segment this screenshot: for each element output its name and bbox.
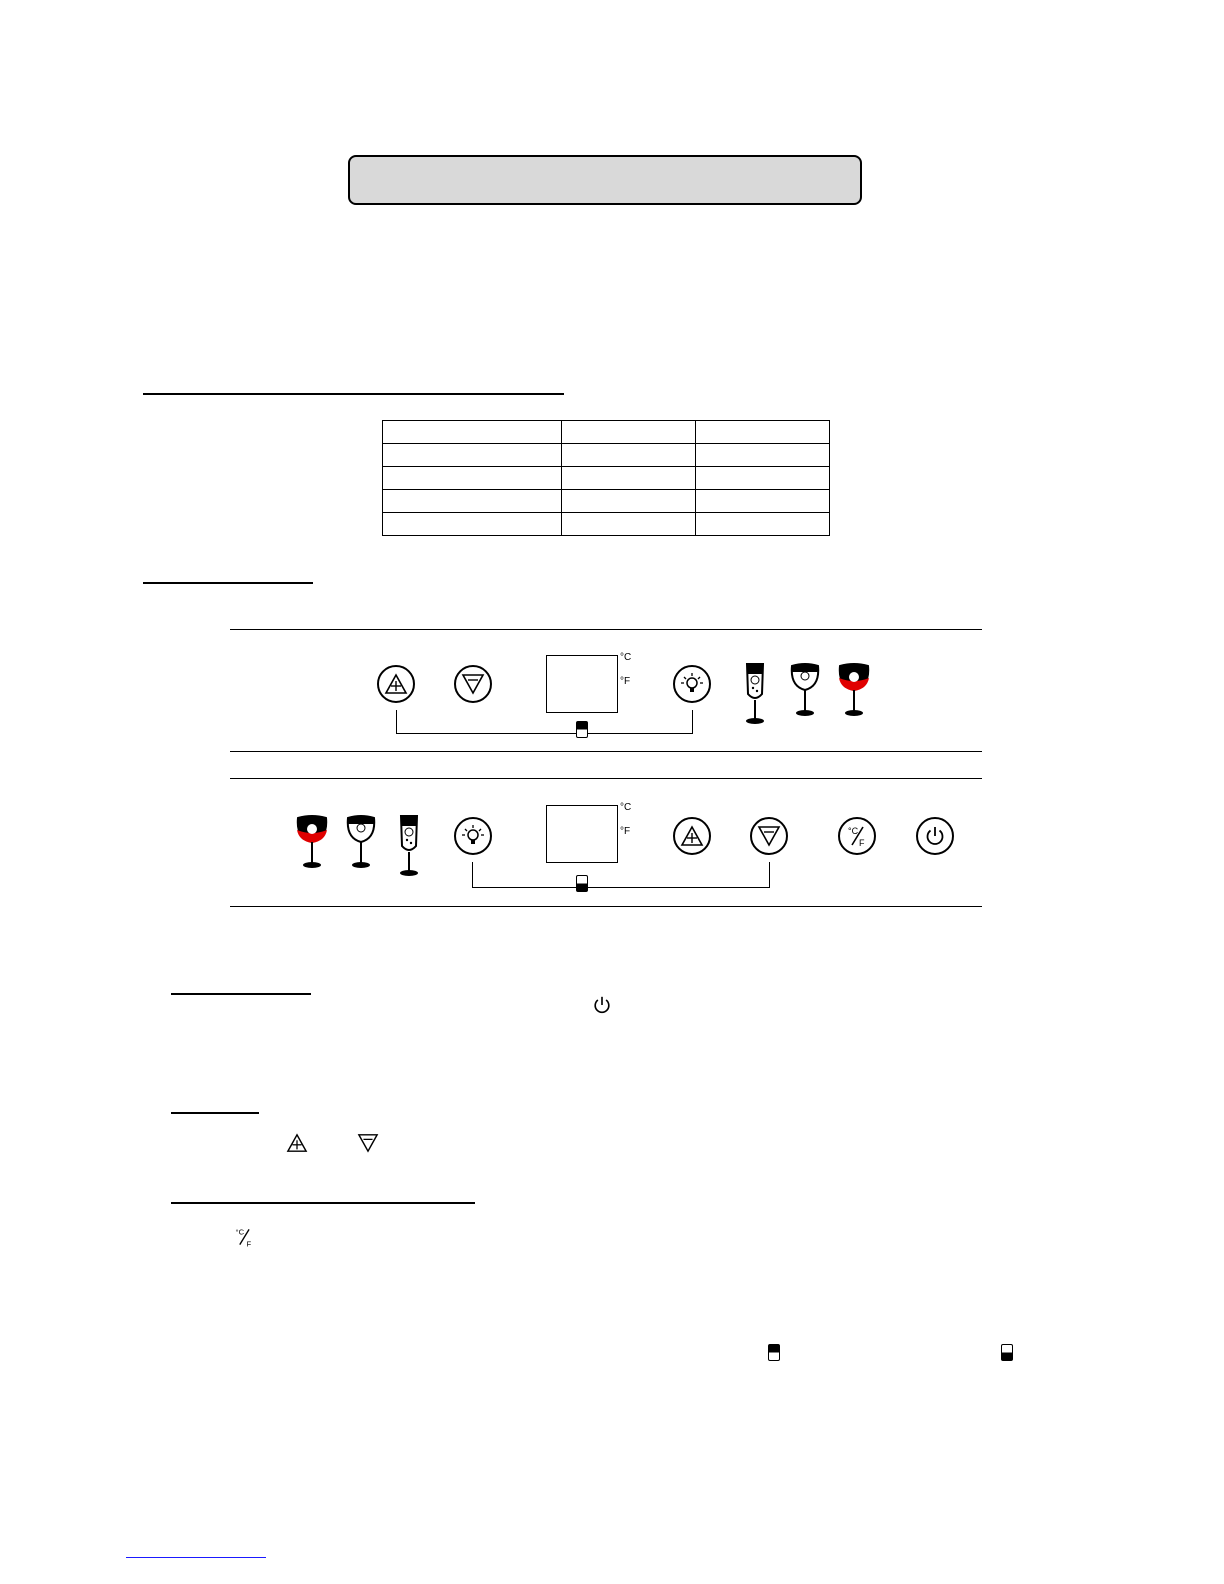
upper-temperature-display [546,655,618,713]
red-wine-glass-icon [294,814,330,870]
temp-down-icon [357,1133,379,1153]
table-cell [383,513,562,536]
table-row [383,467,830,490]
table-cell [562,444,696,467]
table-cell [696,513,830,536]
table-row [383,513,830,536]
power-icon [924,825,946,847]
table-cell [696,490,830,513]
upper-temp-down-button[interactable] [454,665,492,703]
panel-lower-bottom-rule [230,906,982,907]
table-row [383,421,830,444]
lower-light-button[interactable] [454,817,492,855]
svg-text:F: F [859,838,865,848]
table-row [383,444,830,467]
panel-upper-top-rule [230,629,982,630]
sparkling-glass-icon [392,814,426,880]
lower-zone-indicator-icon [1001,1344,1013,1361]
heading-underline-temperature [143,393,564,395]
svg-text:F: F [246,1239,252,1248]
section-title-box [348,155,862,205]
table-cell [562,490,696,513]
white-wine-glass-icon [788,662,822,718]
power-button[interactable] [916,817,954,855]
heading-underline-unit-display [171,1202,475,1204]
temp-up-icon [680,825,704,847]
svg-text:°C: °C [848,826,859,836]
temperature-table [382,420,830,536]
heading-underline-power [171,993,311,995]
light-icon [679,671,705,697]
table-cell [696,421,830,444]
upper-zone-indicator-icon [576,721,588,738]
temp-down-icon [461,673,485,695]
upper-celsius-label: °C [620,652,632,663]
table-cell [696,444,830,467]
temp-up-icon [384,673,408,695]
lower-temp-up-button[interactable] [673,817,711,855]
table-cell [696,467,830,490]
red-wine-glass-icon [836,662,872,718]
table-cell [383,490,562,513]
table-cell [562,467,696,490]
svg-text:°C: °C [235,1227,245,1237]
upper-temp-up-button[interactable] [377,665,415,703]
lower-button-bracket [472,862,770,888]
unit-toggle-button[interactable] [838,817,876,855]
unit-toggle-icon [844,823,870,849]
heading-underline-temperature-setting [171,1112,259,1114]
power-icon [592,995,612,1015]
upper-light-button[interactable] [673,665,711,703]
unit-toggle-icon [231,1226,257,1248]
lower-fahrenheit-label: °F [620,826,631,837]
table-cell [383,444,562,467]
heading-underline-control-panel [143,582,313,584]
upper-button-bracket [396,710,693,734]
white-wine-glass-icon [344,814,378,870]
lower-temp-down-button[interactable] [750,817,788,855]
table-row [383,490,830,513]
table-cell [383,467,562,490]
upper-fahrenheit-label: °F [620,676,631,687]
lower-temperature-display [546,805,618,863]
sparkling-glass-icon [738,662,772,728]
panel-lower-top-rule [230,778,982,779]
lower-celsius-label: °C [620,802,632,813]
upper-zone-indicator-icon [768,1344,780,1361]
table-cell [562,421,696,444]
temp-up-icon [286,1133,308,1153]
table-cell [383,421,562,444]
lower-zone-indicator-icon [576,875,588,892]
light-icon [460,823,486,849]
panel-upper-bottom-rule [230,751,982,752]
temp-down-icon [757,825,781,847]
footer-link-underline[interactable] [126,1557,266,1558]
table-cell [562,513,696,536]
